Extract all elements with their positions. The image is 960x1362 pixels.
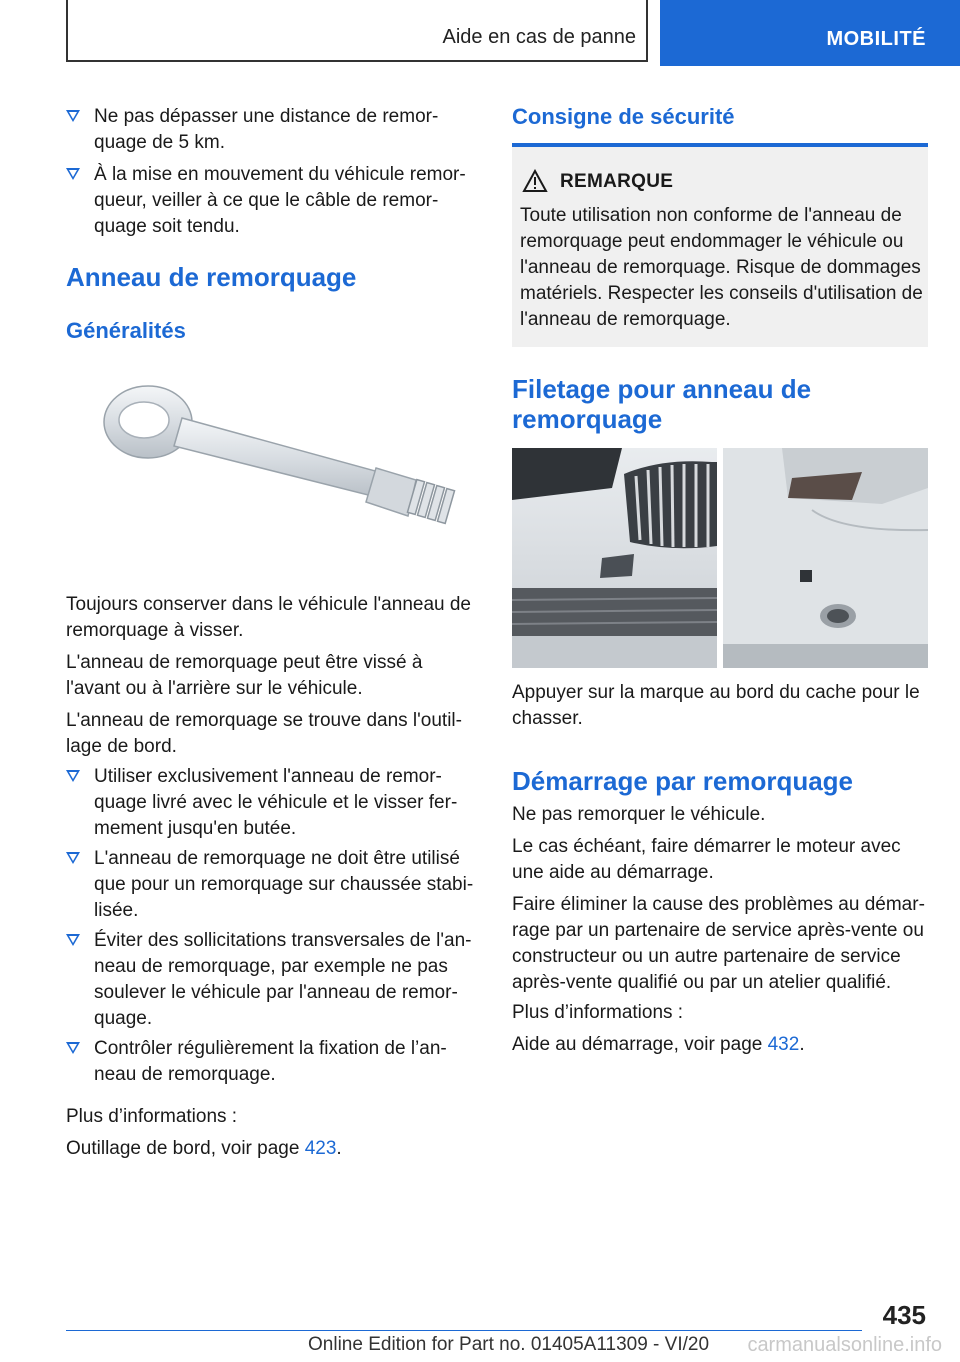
bullet-triangle-icon xyxy=(66,1042,80,1054)
more-info-label: Plus d’informations : xyxy=(512,1002,684,1023)
warning-icon xyxy=(522,169,548,193)
paragraph: L'anneau de remorquage peut être vissé à l'avant ou à l'arrière sur le véhicule. xyxy=(66,652,423,699)
bullet-triangle-icon xyxy=(66,770,80,782)
cross-reference: Outillage de bord, voir page 423. xyxy=(66,1138,342,1159)
cross-reference: Aide au démarrage, voir page 432. xyxy=(512,1034,805,1055)
page-link[interactable]: 423 xyxy=(304,1138,337,1159)
paragraph: L'anneau de remorquage se trouve dans l'outil-lage de bord. xyxy=(66,710,462,757)
rear-bumper-photo xyxy=(723,448,928,668)
watermark: carmanualsonline.info xyxy=(747,1334,942,1356)
note-text: Toute utilisation non conforme de l'anneau de remorquage peut endommager le véhicule ou l'anneau de remorquage. Risque de dommages matériels. Respecter les conseils d'utilisation de l'anneau de remorquage. xyxy=(520,205,923,330)
section-heading: Démarrage par remorquage xyxy=(512,766,854,796)
paragraph: Le cas échéant, faire démarrer le moteur avec une aide au démarrage. xyxy=(512,836,901,883)
header-section-title: Aide en cas de panne xyxy=(442,26,636,48)
note-title: REMARQUE xyxy=(560,171,674,192)
bumper-photos xyxy=(512,448,928,668)
bullet-triangle-icon xyxy=(66,168,80,180)
header-chapter-label: MOBILITÉ xyxy=(826,28,926,50)
sub-heading: Généralités xyxy=(66,318,186,343)
bullet-triangle-icon xyxy=(66,852,80,864)
edition-text: Online Edition for Part no. 01405A11309 - VI/20 xyxy=(308,1334,710,1355)
bullet-triangle-icon xyxy=(66,110,80,122)
tow-hook-illustration xyxy=(96,376,466,552)
section-heading-line2: remorquage xyxy=(512,404,663,434)
section-heading-line1: Filetage pour anneau de xyxy=(512,374,812,404)
section-heading: Anneau de remorquage xyxy=(66,262,357,292)
bullet-triangle-icon xyxy=(66,934,80,946)
section-heading: Consigne de sécurité xyxy=(512,104,735,129)
page-link[interactable]: 432 xyxy=(767,1034,800,1055)
front-bumper-photo xyxy=(512,448,717,668)
paragraph: Ne pas remorquer le véhicule. xyxy=(512,804,766,825)
note-box xyxy=(512,147,928,347)
header-chapter-tab[interactable] xyxy=(660,0,960,66)
footer-divider xyxy=(66,1330,862,1331)
paragraph: Appuyer sur la marque au bord du cache pour le chasser. xyxy=(512,682,920,729)
page-number: 435 xyxy=(882,1300,926,1330)
more-info-label: Plus d’informations : xyxy=(66,1106,238,1127)
paragraph: Toujours conserver dans le véhicule l'anneau de remorquage à visser. xyxy=(66,594,471,641)
paragraph: Faire éliminer la cause des problèmes au démar-rage par un partenaire de service après-vente ou constructeur ou un autre partenaire de service après-vente qualifié ou par un atelier qualifié. xyxy=(512,894,925,993)
